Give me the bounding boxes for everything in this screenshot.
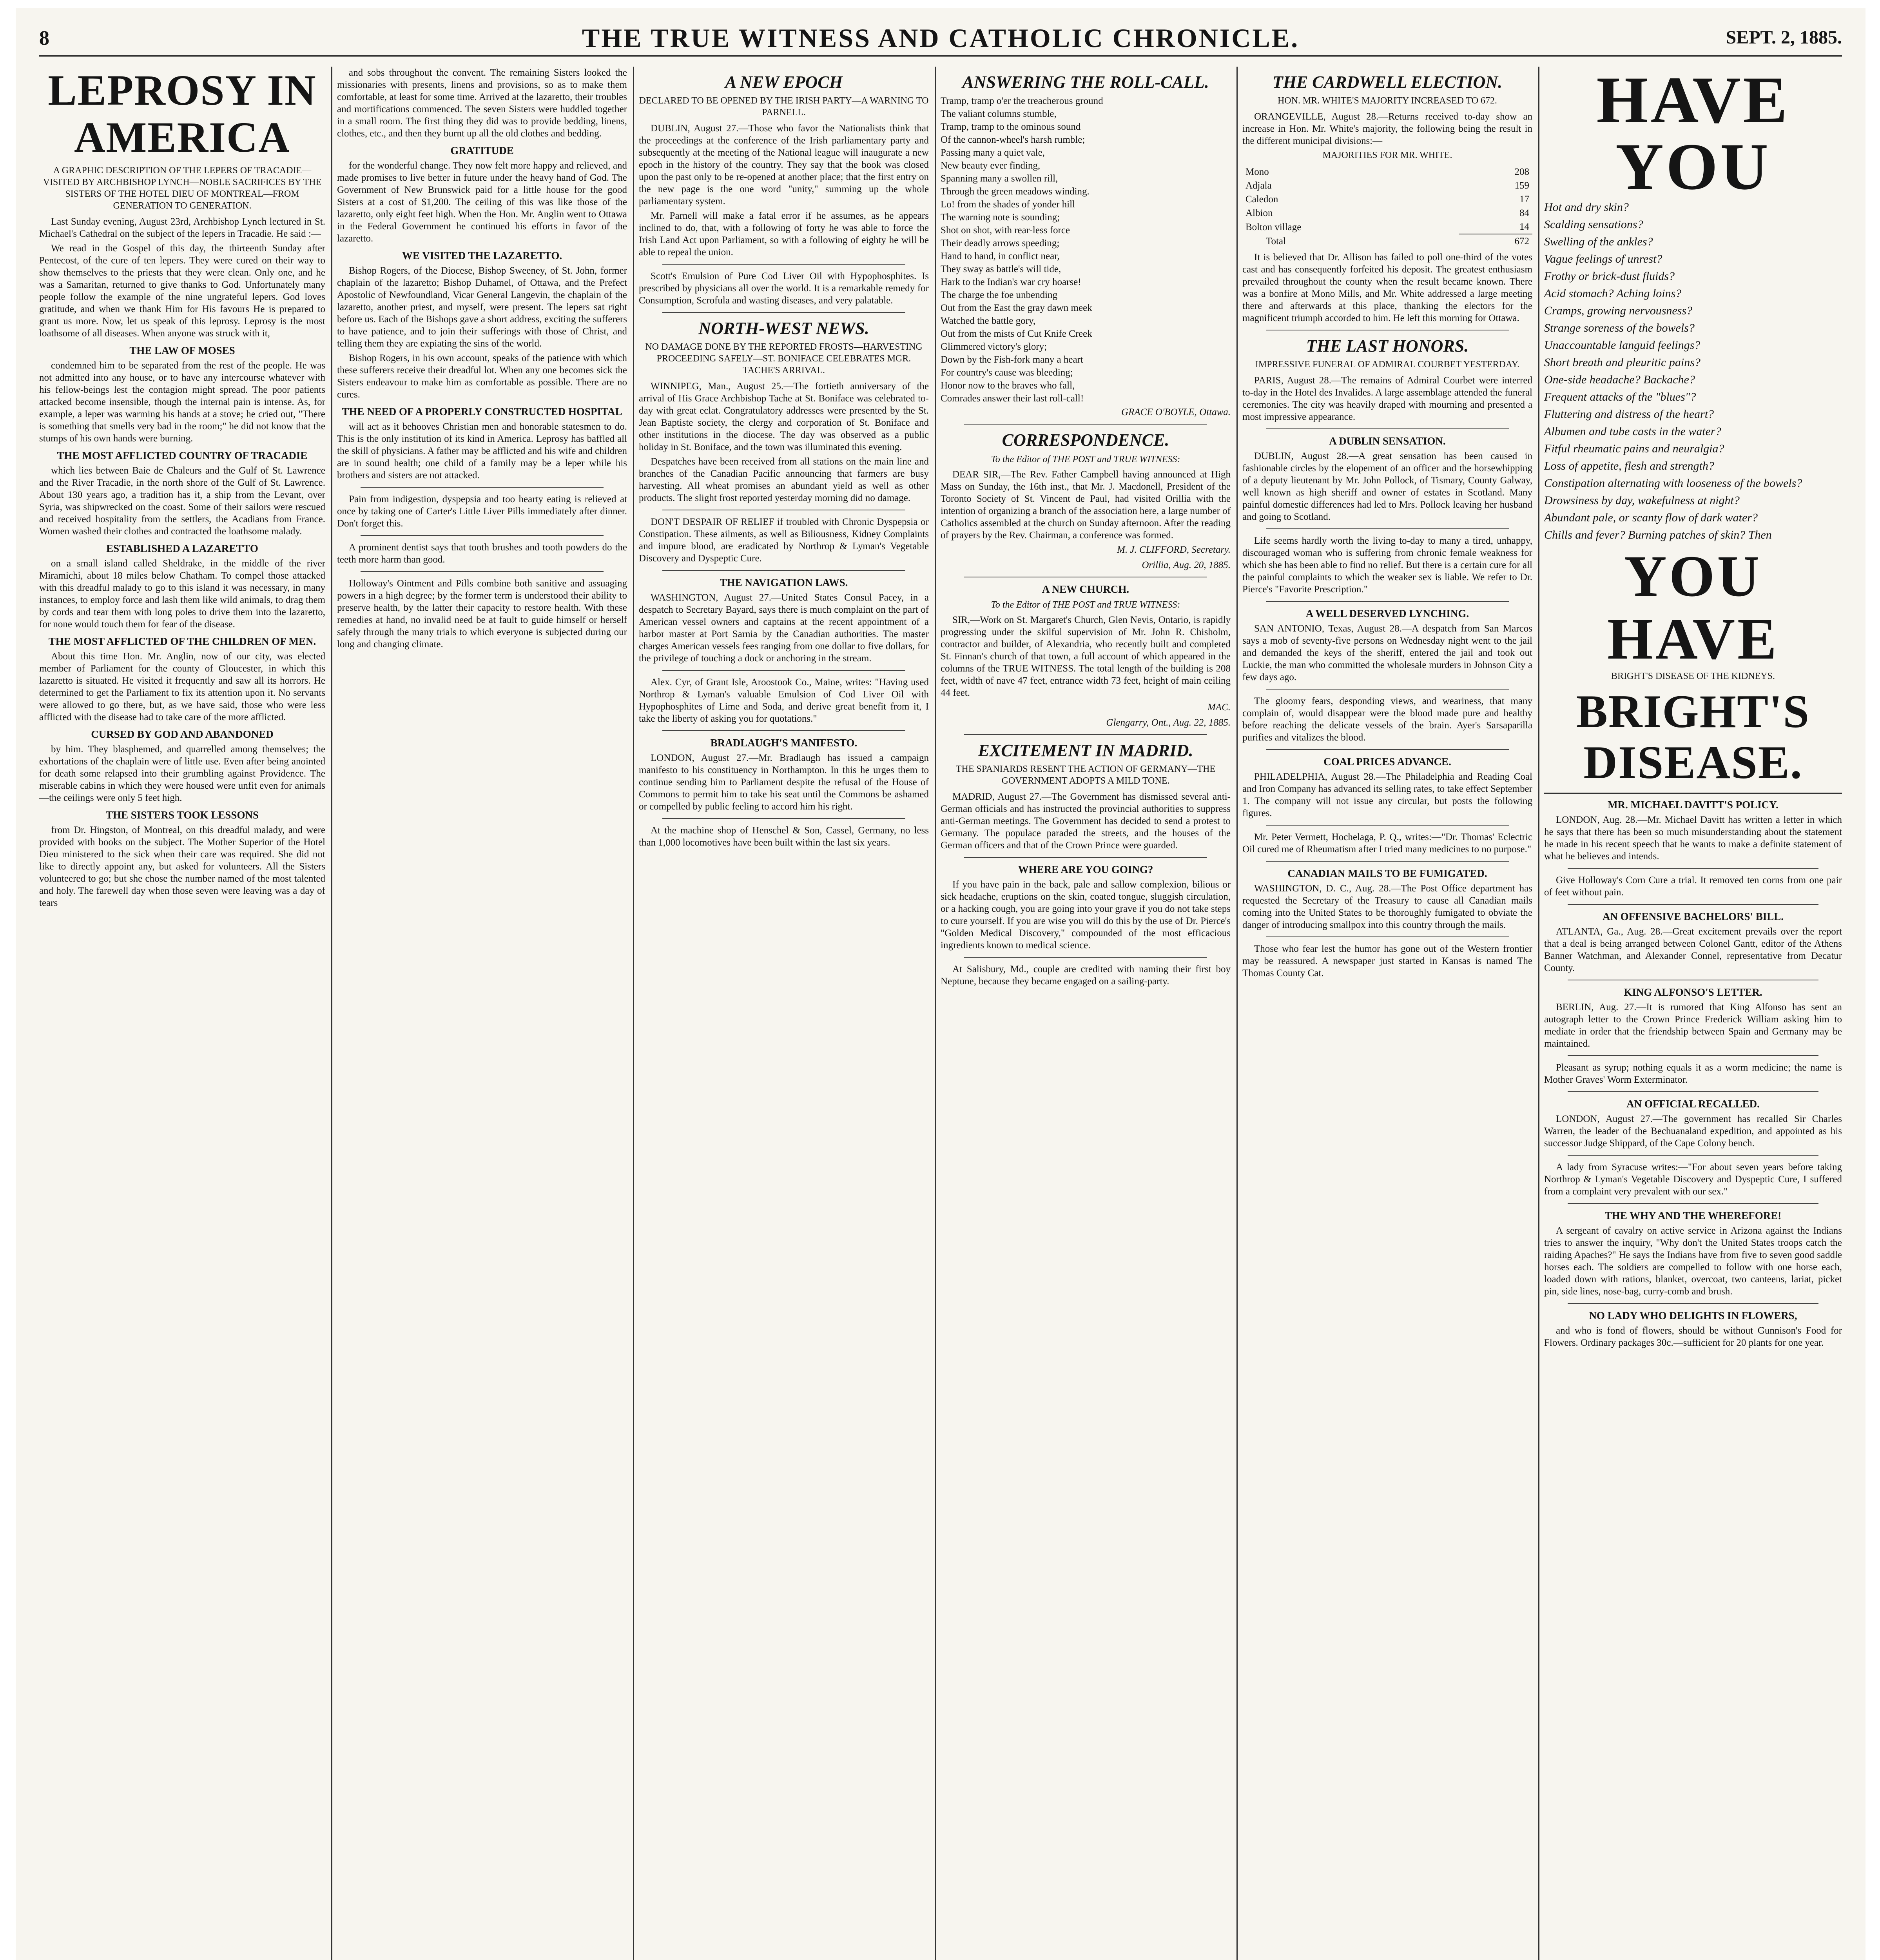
divider [1568, 904, 1818, 905]
table-row [1242, 192, 1532, 206]
advert-paragraph: DON'T DESPAIR OF RELIEF if troubled with Chronic Dyspepsia or Constipation. These ailments, as well as Biliousness, Kidney Complaints and impure blood, are eradicated by Northrop & Lyman's Vegetable Discovery and Dyspeptic Cure. [639, 517, 929, 564]
poem-line: Their deadly arrows speeding; [941, 238, 1060, 249]
king-headline: KING ALFONSO'S LETTER. [1624, 986, 1762, 998]
divider [1266, 528, 1509, 529]
article-paragraph: WINNIPEG, Man., August 25.—The fortieth anniversary of the arrival of His Grace Archbishop Tache at St. Boniface was celebrated to-day with great eclat. Congratulatory addresses were presented by the St. Jean Baptiste society, the clergy and corporation of St. Boniface and other institutions in the diocese. The day was observed as a public holiday in St. Boniface, and the town was illuminated this evening. [639, 381, 929, 452]
northwest-deck: NO DAMAGE DONE BY THE REPORTED FROSTS—HARVESTING PROCEEDING SAFELY—ST. BONIFACE CELEBRATES MGR. TACHE'S ARRIVAL. [645, 342, 923, 376]
article-paragraph: Bishop Rogers, of the Diocese, Bishop Sweeney, of St. John, former chaplain of the lazaretto; Bishop Duhamel, of Ottawa, and the Prefect Apostolic of Newfoundland, Vicar General Langevin, the chaplain of the lazaretto, another priest, and myself, were present. The lepers sat right before us. Each of the Bishops gave a short address, exciting the sufferers to have patience, and to join their sufferings with those of Christ, and telling them they are expiating the sins of the world. [337, 265, 627, 349]
article-paragraph: A sergeant of cavalry on active service in Arizona against the Indians tries to answer the inquiry, "Why don't the United States troops catch the raiding Apaches?" He says the Indians have from five to seven good saddle horses each. The soldiers are compelled to follow with one horse each, loaded down with rations, blanket, overcoat, two canteens, lariat, picket pin, side lines, nose-bag, curry-comb and brush. [1544, 1225, 1842, 1297]
place-cell: Mono [1245, 167, 1269, 177]
divider [361, 487, 604, 488]
article-paragraph: by him. They blasphemed, and quarrelled among themselves; the exhortations of the chaplain were of little use. Even after being anointed for death some relapsed into their grumbling against Providence. The miserable cabins in which they were housed were unfit even for animals—the ceilings were only 5 feet high. [39, 744, 325, 803]
column-6 [1544, 67, 1842, 1960]
advert-paragraph: Mr. Peter Vermett, Hochelaga, P. Q., writes:—"Dr. Thomas' Eclectric Oil cured me of Rheumatism after I tried many medicines to no purpose." [1242, 832, 1532, 855]
poem-line: Hark to the Indian's war cry hoarse! [941, 277, 1081, 287]
poem-line: New beauty ever finding, [941, 160, 1041, 171]
poem-line: Passing many a quiet vale, [941, 147, 1045, 158]
symptom-line: Constipation alternating with looseness of the bowels? [1544, 477, 1802, 490]
advert-paragraph: Alex. Cyr, of Grant Isle, Aroostook Co., Maine, writes: "Having used Northrop & Lyman's valuable Emulsion of Cod Liver Oil with Hypophosphites of Lime and Soda, and derive great benefit from it, I take the liberty of asking you for quotations." [639, 677, 929, 724]
symptom-line: Hot and dry skin? [1544, 201, 1629, 214]
disease-subtitle: BRIGHT'S DISEASE OF THE KIDNEYS. [1611, 671, 1775, 681]
article-paragraph: At Salisbury, Md., couple are credited with naming their first boy Neptune, because they became engaged on a sailing-party. [941, 964, 1231, 987]
brights-disease-advert [1544, 67, 1842, 794]
where-headline: WHERE ARE YOU GOING? [1018, 864, 1153, 875]
divider [361, 535, 604, 536]
advert-paragraph: A prominent dentist says that tooth brushes and tooth powders do the teeth more harm than good. [337, 542, 627, 565]
lynching-headline: A WELL DESERVED LYNCHING. [1305, 608, 1469, 619]
symptom-line: One-side headache? Backache? [1544, 373, 1695, 386]
subheading: THE SISTERS TOOK LESSONS [106, 809, 259, 821]
article-paragraph: DEAR SIR,—The Rev. Father Campbell having announced at High Mass on Sunday, the 16th inst., that Mr. J. Macdonell, President of the Toronto Society of St. Vincent de Paul, had visited Orillia with the intention of organizing a branch of the association here, a large number of Catholics assembled at the church on Sunday afternoon. After the reading of prayers by the Rev. Chairman, a conference was formed. [941, 469, 1231, 541]
poem-line: The charge the foe unbending [941, 290, 1058, 300]
column-2 [337, 67, 627, 1960]
symptom-line: Cramps, growing nervousness? [1544, 304, 1693, 317]
poem-line: Watched the battle gory, [941, 316, 1036, 326]
divider [1568, 1203, 1818, 1204]
why-headline: THE WHY AND THE WHEREFORE! [1604, 1210, 1782, 1221]
mails-headline: CANADIAN MAILS TO BE FUMIGATED. [1287, 867, 1487, 879]
column-rule [1236, 67, 1238, 1960]
article-paragraph: and sobs throughout the convent. The remaining Sisters looked the missionaries with presents, linens and provisions, so as to make them comfortable, at least for some time. Arrived at the lazaretto, their troubles and mortifications commenced. The seven Sisters were huddled together in a small room. The first thing they did was to provide bedding, linens, clothes, etc., and then they burnt up all the old clothes and bedding. [337, 67, 627, 139]
advert-paragraph: and who is fond of flowers, should be without Gunnison's Food for Flowers. Ordinary packages 30c.—sufficient for 20 plants for one year. [1544, 1325, 1842, 1348]
poem-line: Tramp, tramp o'er the treacherous ground [941, 96, 1103, 106]
article-paragraph: DUBLIN, August 27.—Those who favor the Nationalists think that the proceedings at the conference of the Irish parliamentary party and subsequently at the meeting of the National league will inaugurate a new epoch in the history of the country. They say that the book was closed upon the past only to be re-opened at another place; that the first entry on the new page is the one word "unity," summing up the whole parliamentary system. [639, 123, 929, 207]
poem-line: Through the green meadows winding. [941, 186, 1090, 197]
issue-date: SEPT. 2, 1885. [1726, 27, 1842, 48]
leprosy-headline: LEPROSY IN AMERICA [48, 67, 317, 161]
divider [1568, 1155, 1818, 1156]
table-row [1242, 179, 1532, 192]
church-headline: A NEW CHURCH. [1042, 583, 1129, 595]
advert-paragraph: Give Holloway's Corn Cure a trial. It removed ten corns from one pair of feet without pain. [1544, 875, 1842, 898]
article-paragraph: ORANGEVILLE, August 28.—Returns received to-day show an increase in Hon. Mr. White's majority, the following being the result in the different municipal divisions:— [1242, 111, 1532, 146]
poem-line: Lo! from the shades of yonder hill [941, 199, 1075, 210]
divider [964, 424, 1207, 425]
symptom-line: Scalding sensations? [1544, 218, 1643, 231]
divider [662, 312, 905, 313]
article-paragraph: from Dr. Hingston, of Montreal, on this dreadful malady, and were provided with books on the subject. The Mother Superior of the Hotel Dieu ministered to the sick when their care was required. She did not like to directly appoint any, but asked for volunteers. All the Sisters volunteered to go; but she chose the number named of the most talented and holy. The farewell day when those seven were leaving was a day of tears [39, 825, 325, 908]
cardwell-deck: HON. MR. WHITE'S MAJORITY INCREASED TO 672. [1277, 96, 1497, 106]
article-paragraph: We read in the Gospel of this day, the thirteenth Sunday after Pentecost, of the cure of ten lepers. They were cured on their way to show themselves to the priests that they were clean. Only one, and he was a Samaritan, returned to give thanks to God. Unfortunately many people follow the example of the nine ungrateful lepers. God loves gratitude, and when we thank Him for His favours He is prepared to grant us more. Now, let us speak of this leprosy. Leprosy is the most loathsome of all diseases. When anyone was struck with it, [39, 243, 325, 339]
article-paragraph: BERLIN, Aug. 27.—It is rumored that King Alfonso has sent an autograph letter to the Crown Prince Frederick William asking him to mediate in order that the friendship between Spain and Germany may be maintained. [1544, 1002, 1842, 1049]
article-paragraph: LONDON, August 27.—Mr. Bradlaugh has issued a campaign manifesto to his constituency in Northampton. In this he urges them to continue sending him to Parliament despite the refusal of the House of Commons to permit him to take his seat until the Commons be ashamed or compelled by public feeling to accord him his right. [639, 753, 929, 812]
article-paragraph: on a small island called Sheldrake, in the middle of the river Miramichi, about 18 miles below Chatham. To compel those attacked with this dreadful malady to go to this island it was necessary, in many instances, to employ force and lash them like wild animals, to drag them by cords and tear them with long poles to drive them into the lazaretto, for none would touch them for fear of the disease. [39, 558, 325, 630]
bradlaugh-headline: BRADLAUGH'S MANIFESTO. [710, 737, 858, 749]
leprosy-deck: A GRAPHIC DESCRIPTION OF THE LEPERS OF TRACADIE—VISITED BY ARCHBISHOP LYNCH—NOBLE SACRIFICES BY THE SISTERS OF THE HOTEL DIEU OF MONTREAL—FROM GENERATION TO GENERATION. [43, 165, 322, 211]
honors-headline: THE LAST HONORS. [1306, 336, 1469, 356]
symptom-line: Drowsiness by day, wakefulness at night? [1544, 494, 1740, 507]
poem-line: Down by the Fish-fork many a heart [941, 354, 1083, 365]
article-paragraph: LONDON, Aug. 28.—Mr. Michael Davitt has written a letter in which he says that there has been so much misunderstanding about the statement he made in his recent speech that he wants to make a definite statement of what he believes and intends. [1544, 815, 1842, 862]
symptom-line: Strange soreness of the bowels? [1544, 321, 1695, 334]
dublin-headline: A DUBLIN SENSATION. [1329, 435, 1446, 447]
subheading: THE NEED OF A PROPERLY CONSTRUCTED HOSPITAL [342, 406, 622, 417]
majorities-table [1242, 165, 1532, 248]
votes-cell: 672 [1459, 234, 1532, 248]
subheading: WE VISITED THE LAZARETTO. [402, 250, 562, 261]
poem-line: Shot on shot, with rear-less force [941, 225, 1070, 236]
bachelors-headline: AN OFFENSIVE BACHELORS' BILL. [1602, 911, 1784, 922]
advert-paragraph: Holloway's Ointment and Pills combine both sanitive and assuaging powers in a high degree; by the former term is understood their ability to preserve health, by the latter their capacity to restore health. With these remedies at hand, no invalid need be at fault to guide himself or herself safely through the many trials to which everyone is subjected during our long and changing climate. [337, 578, 627, 650]
letter-dateline: Orillia, Aug. 20, 1885. [1142, 560, 1231, 570]
place-cell: Caledon [1245, 194, 1278, 205]
article-paragraph: for the wonderful change. They now felt more happy and relieved, and made promises to live better in future under the heavy hand of God. The Government of New Brunswick paid for a little house for the good Sisters at a cost of $1,200. The ceiling of this was like those of the lazaretto, only eight feet high. When the Hon. Mr. Anglin went to Ottawa in the Federal Government he continued his efforts in favor of the lazaretto. [337, 160, 627, 244]
majorities-title: MAJORITIES FOR MR. WHITE. [1322, 150, 1452, 160]
subheading: GRATITUDE [450, 145, 514, 156]
subheading: CURSED BY GOD AND ABANDONED [91, 728, 274, 740]
newspaper-page [16, 8, 1865, 1960]
page-number: 8 [39, 27, 49, 49]
letter-signature: MAC. [1207, 702, 1231, 713]
article-paragraph: Mr. Parnell will make a fatal error if he assumes, as he appears inclined to do, that, with a following of forty he was able to force the Irish Land Act upon Parliament, so with a following of eighty he will be able to repeal the union. [639, 211, 929, 258]
have-you-heading: HAVE YOU [1596, 67, 1790, 203]
article-paragraph: which lies between Baie de Chaleurs and the Gulf of St. Lawrence and the River Tracadie, in the north shore of the Gulf of St. Lawrence. About 130 years ago, a tradition has it, a ship from the Levant, over Syria, was shipwrecked on the coast. Some of their sailors were rescued and received hospitality from the settlers, the Acadians from France. Women washed their clothes and contracted the loathsome malady. [39, 465, 325, 537]
poem-line: They sway as battle's will tide, [941, 264, 1061, 274]
article-paragraph: SIR,—Work on St. Margaret's Church, Glen Nevis, Ontario, is rapidly progressing under the skilful supervision of Mr. John R. Chisholm, contractor and builder, of Alexandria, who recently built and completed St. Finnan's church of that town, a full account of which appeared in the columns of the TRUE WITNESS. The total length of the building is 208 feet, width of nave 47 feet, entrance width 73 feet, height of main ceiling 44 feet. [941, 615, 1231, 698]
place-cell: Albion [1245, 208, 1273, 218]
newspaper-title: THE TRUE WITNESS AND CATHOLIC CHRONICLE. [582, 23, 1300, 53]
divider [1568, 868, 1818, 869]
place-cell: Bolton village [1245, 221, 1302, 232]
symptom-line: Acid stomach? Aching loins? [1544, 287, 1682, 300]
divider [1266, 749, 1509, 750]
poem [941, 95, 1231, 405]
column-3 [639, 67, 929, 1960]
article-paragraph: At the machine shop of Henschel & Son, Cassel, Germany, no less than 1,000 locomotives have been built within the last six years. [639, 825, 929, 848]
advert-paragraph: A lady from Syracuse writes:—"For about seven years before taking Northrop & Lyman's Vegetable Discovery and Dyspeptic Cure, I suffered from a complaint very prevalent with our sex." [1544, 1162, 1842, 1197]
divider [361, 571, 604, 572]
poem-line: Tramp, tramp to the ominous sound [941, 122, 1081, 132]
poem-line: The valiant columns stumble, [941, 109, 1057, 119]
table-row [1242, 206, 1532, 220]
column-5 [1242, 67, 1532, 1960]
divider [662, 670, 905, 671]
divider [1266, 936, 1509, 937]
symptom-line: Abundant pale, or scanty flow of dark water? [1544, 511, 1758, 524]
divider [662, 730, 905, 731]
symptom-line: Fitful rheumatic pains and neuralgia? [1544, 442, 1724, 455]
symptom-line: Vague feelings of unrest? [1544, 252, 1662, 265]
subheading: ESTABLISHED A LAZARETTO [106, 543, 258, 554]
column-1 [39, 67, 325, 1960]
correspondence-address: To the Editor of THE POST and TRUE WITNESS: [991, 454, 1180, 465]
column-rule [1538, 67, 1539, 1960]
church-address: To the Editor of THE POST and TRUE WITNESS: [991, 600, 1180, 610]
divider [1266, 861, 1509, 862]
article-paragraph: Bishop Rogers, in his own account, speaks of the patience with which these sufferers receive their dreadful lot. When any one becomes sick the Sisters endeavour to make him as comfortable as possible. There are no cures. [337, 353, 627, 400]
subheading: THE LAW OF MOSES [129, 345, 235, 356]
advert-paragraph: Pain from indigestion, dyspepsia and too hearty eating is relieved at once by taking one of Carter's Little Liver Pills immediately after dinner. Don't forget this. [337, 494, 627, 529]
article-paragraph: Those who fear lest the humor has gone out of the Western frontier may be reassured. A newspaper just started in Kansas is named The Thomas County Cat. [1242, 944, 1532, 978]
madrid-headline: EXCITEMENT IN MADRID. [978, 741, 1193, 760]
poem-line: Comrades answer their last roll-call! [941, 393, 1084, 404]
divider [1568, 1303, 1818, 1304]
epoch-headline: A NEW EPOCH [725, 73, 843, 92]
divider [1266, 825, 1509, 826]
advert-paragraph: Scott's Emulsion of Pure Cod Liver Oil with Hypophosphites. Is prescribed by physicians all over the world. It is a remarkable remedy for Consumption, Scrofula and wasting diseases, and very palatable. [639, 271, 929, 306]
cardwell-headline: THE CARDWELL ELECTION. [1272, 73, 1503, 92]
navigation-headline: THE NAVIGATION LAWS. [720, 577, 848, 588]
article-paragraph: SAN ANTONIO, Texas, August 28.—A despatch from San Marcos says a mob of seventy-five persons on Wednesday night went to the jail and demanded the keys of the sheriff, entered the jail and took out Luckie, the man who committed the wholesale murders in Johnson City a few days ago. [1242, 623, 1532, 682]
symptom-line: Loss of appetite, flesh and strength? [1544, 459, 1714, 472]
northwest-headline: NORTH-WEST NEWS. [698, 319, 869, 338]
letter-signature: M. J. CLIFFORD, Secretary. [1117, 544, 1231, 555]
symptom-line: Fluttering and distress of the heart? [1544, 408, 1714, 421]
poem-line: The warning note is sounding; [941, 212, 1060, 223]
subheading: THE MOST AFFLICTED OF THE CHILDREN OF MEN. [48, 635, 316, 647]
masthead [39, 20, 1842, 57]
votes-cell: 159 [1514, 180, 1529, 191]
poem-line: Glimmered victory's glory; [941, 341, 1047, 352]
coal-headline: COAL PRICES ADVANCE. [1323, 756, 1451, 768]
place-cell: Total [1266, 236, 1286, 247]
letter-dateline: Glengarry, Ont., Aug. 22, 1885. [1106, 717, 1231, 728]
article-paragraph: Last Sunday evening, August 23rd, Archbishop Lynch lectured in St. Michael's Cathedral on the subject of the lepers in Tracadie. He said :— [39, 216, 325, 239]
divider [662, 264, 905, 265]
madrid-deck: THE SPANIARDS RESENT THE ACTION OF GERMANY—THE GOVERNMENT ADOPTS A MILD TONE. [955, 764, 1216, 786]
symptom-line: Unaccountable languid feelings? [1544, 339, 1701, 352]
advert-paragraph: Pleasant as syrup; nothing equals it as a worm medicine; the name is Mother Graves' Worm Exterminator. [1544, 1062, 1842, 1085]
brights-disease-heading: BRIGHT'S DISEASE. [1576, 685, 1810, 788]
divider [964, 734, 1207, 735]
article-paragraph: DUBLIN, August 28.—A great sensation has been caused in fashionable circles by the elopement of an officer and the horsewhipping of a deputy lieutenant by Mr. John Pollock, of Tismary, County Galway, well known as high sheriff and owner of estates in Scotland. Many painful domestic differences had led to Mrs. Pollock leaving her husband and going to Scotland. [1242, 451, 1532, 522]
recall-headline: AN OFFICIAL RECALLED. [1626, 1098, 1760, 1110]
divider [1266, 601, 1509, 602]
poem-headline: ANSWERING THE ROLL-CALL. [962, 73, 1209, 92]
poem-line: Of the cannon-wheel's harsh rumble; [941, 134, 1085, 145]
article-paragraph: It is believed that Dr. Allison has failed to poll one-third of the votes cast and has consequently forfeited his deposit. The greatest enthusiasm prevailed throughout the county when the result became known. There was a bonfire at Mono Mills, and Mr. White addressed a large meeting there and afterwards at this place, thanking the electors for the magnificent triumph accorded to him. He left this morning for Ottawa. [1242, 252, 1532, 323]
symptom-line: Frequent attacks of the "blues"? [1544, 390, 1696, 403]
column-rule [633, 67, 634, 1960]
epoch-deck: DECLARED TO BE OPENED BY THE IRISH PARTY—A WARNING TO PARNELL. [639, 96, 929, 118]
divider [964, 957, 1207, 958]
divider [1266, 428, 1509, 429]
table-row [1242, 220, 1532, 234]
article-paragraph: LONDON, August 27.—The government has recalled Sir Charles Warren, the leader of the Bechuanaland expedition, and appointed as his successor Judge Shippard, of the Cape Colony bench. [1544, 1114, 1842, 1149]
article-paragraph: WASHINGTON, August 27.—United States Consul Pacey, in a despatch to Secretary Bayard, says there is much complaint on the part of American vessel owners and captains at the recent appointment of a harbor master at Port Sarnia by the Canadian authorities. The master charges American vessels fees ranging from one dollar to five dollars, for the privilege of touching a dock or anchoring in the stream. [639, 592, 929, 664]
column-rule [331, 67, 332, 1960]
divider [1568, 1091, 1818, 1092]
place-cell: Adjala [1245, 180, 1272, 191]
davitt-headline: MR. MICHAEL DAVITT'S POLICY. [1608, 799, 1778, 811]
advert-paragraph: If you have pain in the back, pale and sallow complexion, bilious or sick headache, eruptions on the skin, coated tongue, sluggish circulation, or a hacking cough, you are going into your grave if you do not take steps to cure yourself. If you are wise you will do this by the use of Dr. Pierce's "Golden Medical Discovery," compounded of the most efficacious ingredients known to medical science. [941, 879, 1231, 951]
column-4 [941, 67, 1231, 1960]
poem-line: Hand to hand, in conflict near, [941, 251, 1060, 261]
poem-line: Honor now to the braves who fall, [941, 380, 1075, 391]
article-paragraph: condemned him to be separated from the rest of the people. He was not admitted into any house, or to have any intercourse whatever with his fellow-beings lest the contagion might spread. The poor patients attacked become insensible, though the internal pain is intense. As, for example, a leper was warming his hands at a stove; he cried out, "There is something that smells very bad in the room;" he did not know that the stumps of his own hands were burning. [39, 360, 325, 444]
votes-cell: 17 [1519, 194, 1529, 205]
symptom-line: Albumen and tube casts in the water? [1544, 425, 1721, 438]
article-paragraph: MADRID, August 27.—The Government has dismissed several anti-German officials and has instructed the provincial authorities to suppress anti-German meetings. The Government has decided to send a protest to Germany. The populace paraded the streets, and the houses of the German officers and that of the Crown Prince were guarded. [941, 791, 1231, 851]
article-paragraph: About this time Hon. Mr. Anglin, now of our city, was elected member of Parliament for the county of Gloucester, in which this lazaretto is situated. He visited it frequently and saw all its horrors. He determined to get the Parliament to fix its attention upon it. No servants were allowed to go there, but, as we have said, those who were less afflicted with the disease had to take care of the more afflicted. [39, 651, 325, 722]
divider [964, 857, 1207, 858]
table-row [1242, 165, 1532, 179]
subheading: THE MOST AFFLICTED COUNTRY OF TRACADIE [57, 450, 308, 461]
symptom-list [1544, 200, 1842, 543]
article-paragraph: PHILADELPHIA, August 28.—The Philadelphia and Reading Coal and Iron Company has advanced its selling rates, to take effect September 1. The company will not issue any circular, but posts the following figures. [1242, 771, 1532, 818]
poem-line: Out from the East the gray dawn meek [941, 303, 1092, 313]
article-paragraph: Despatches have been received from all stations on the main line and branches of the Canadian Pacific announcing that farmers are busy harvesting. All wheat promises an abundant yield as well as other products. The slight frost reported yesterday morning did no damage. [639, 456, 929, 503]
poem-line: For country's cause was bleeding; [941, 367, 1073, 378]
article-paragraph: will act as it behooves Christian men and honorable statesmen to do. This is the only institution of its kind in America. Leprosy has baffled all the skill of physicians. A father may be afflicted and his wife and children are in sound health; one child of a family may be a leper while his brothers and sisters are not attacked. [337, 421, 627, 481]
honors-deck: IMPRESSIVE FUNERAL OF ADMIRAL COURBET YESTERDAY. [1255, 359, 1520, 370]
divider [1266, 689, 1509, 690]
divider [662, 570, 905, 571]
column-rule [935, 67, 936, 1960]
poem-signature: GRACE O'BOYLE, Ottawa. [1121, 407, 1231, 417]
votes-cell: 84 [1519, 208, 1529, 218]
advert-paragraph: The gloomy fears, desponding views, and weariness, that many complain of, would disappear were the blood made pure and healthy before reaching the delicate vessels of the brain. Ayer's Sarsaparilla purifies and vitalizes the blood. [1242, 696, 1532, 743]
article-paragraph: PARIS, August 28.—The remains of Admiral Courbet were interred to-day in the Hotel des Invalides. A large assemblage attended the funeral ceremonies. The city was heavily draped with mourning and presented a most impressive appearance. [1242, 375, 1532, 422]
divider [662, 818, 905, 819]
lady-headline: NO LADY WHO DELIGHTS IN FLOWERS, [1589, 1310, 1797, 1321]
divider [1568, 1055, 1818, 1056]
symptom-line: Swelling of the ankles? [1544, 235, 1653, 248]
symptom-line: Chills and fever? Burning patches of skin? Then [1544, 528, 1772, 541]
you-have-heading: YOU HAVE [1607, 544, 1779, 671]
correspondence-headline: CORRESPONDENCE. [1002, 430, 1169, 450]
poem-line: Spanning many a swollen rill, [941, 173, 1058, 184]
advert-paragraph: Life seems hardly worth the living to-day to many a tired, unhappy, discouraged woman who is suffering from chronic female weakness for which she has been able to find no relief. But there is a certain cure for all the painful complaints to which the weaker sex is liable. We refer to Dr. Pierce's "Favorite Prescription." [1242, 535, 1532, 595]
votes-cell: 14 [1519, 221, 1529, 232]
article-paragraph: ATLANTA, Ga., Aug. 28.—Great excitement prevails over the report that a deal is being arranged between Colonel Gantt, editor of the Athens Banner Watchman, and Alexander Connel, representative from Decatur County. [1544, 926, 1842, 973]
table-row [1242, 234, 1532, 248]
votes-cell: 208 [1514, 167, 1529, 177]
poem-line: Out from the mists of Cut Knife Creek [941, 328, 1092, 339]
symptom-line: Frothy or brick-dust fluids? [1544, 270, 1675, 283]
article-paragraph: WASHINGTON, D. C., Aug. 28.—The Post Office department has requested the Secretary of the Treasury to cause all Canadian mails coming into the United States to be thoroughly fumigated to obviate the danger of introducing smallpox into this country through the mails. [1242, 883, 1532, 930]
symptom-line: Short breath and pleuritic pains? [1544, 356, 1701, 369]
